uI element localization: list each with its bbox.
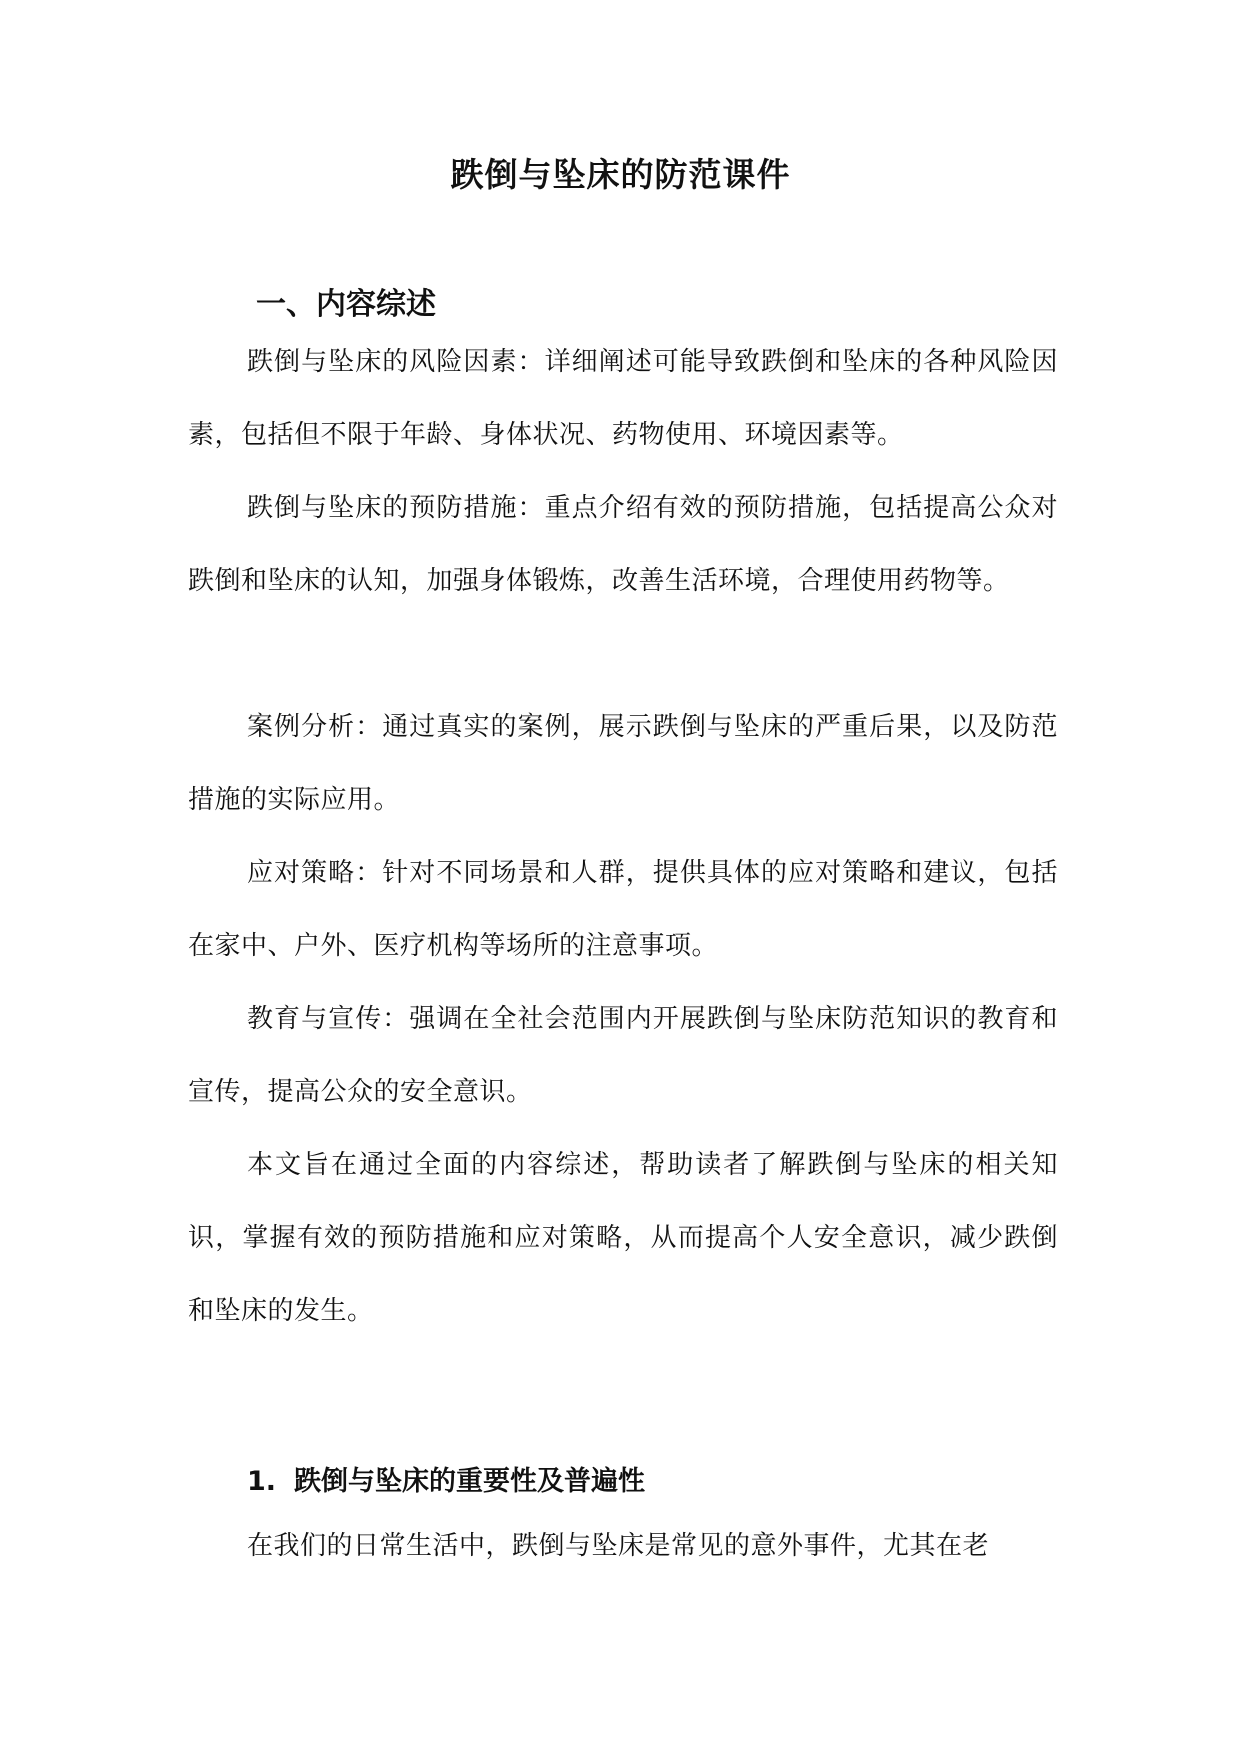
section-heading-overview: 一、内容综述 <box>256 287 436 322</box>
paragraph-response-strategies: 应对策略：针对不同场景和人群，提供具体的应对策略和建议，包括在家中、户外、医疗机构等场所的注意事项。 <box>188 858 1058 961</box>
paragraph-importance-intro: 在我们的日常生活中，跌倒与坠床是常见的意外事件，尤其在老 <box>247 1531 990 1561</box>
subsection-heading-importance <box>247 1462 645 1502</box>
subsection-title: 跌倒与坠床的重要性及普遍性 <box>294 1466 646 1497</box>
paragraph-risk-factors: 跌倒与坠床的风险因素：详细阐述可能导致跌倒和坠床的各种风险因素，包括但不限于年龄、身体状况、药物使用、环境因素等。 <box>188 347 1058 450</box>
paragraph-education: 教育与宣传：强调在全社会范围内开展跌倒与坠床防范知识的教育和宣传，提高公众的安全意识。 <box>188 1004 1058 1107</box>
paragraph-case-analysis: 案例分析：通过真实的案例，展示跌倒与坠床的严重后果，以及防范措施的实际应用。 <box>188 712 1058 815</box>
document-title: 跌倒与坠床的防范课件 <box>450 155 791 194</box>
paragraph-prevention: 跌倒与坠床的预防措施：重点介绍有效的预防措施，包括提高公众对跌倒和坠床的认知，加强身体锻炼，改善生活环境，合理使用药物等。 <box>188 493 1058 596</box>
subsection-number: 1. <box>247 1466 277 1497</box>
paragraph-summary: 本文旨在通过全面的内容综述，帮助读者了解跌倒与坠床的相关知识，掌握有效的预防措施和应对策略，从而提高个人安全意识，减少跌倒和坠床的发生。 <box>188 1150 1058 1326</box>
